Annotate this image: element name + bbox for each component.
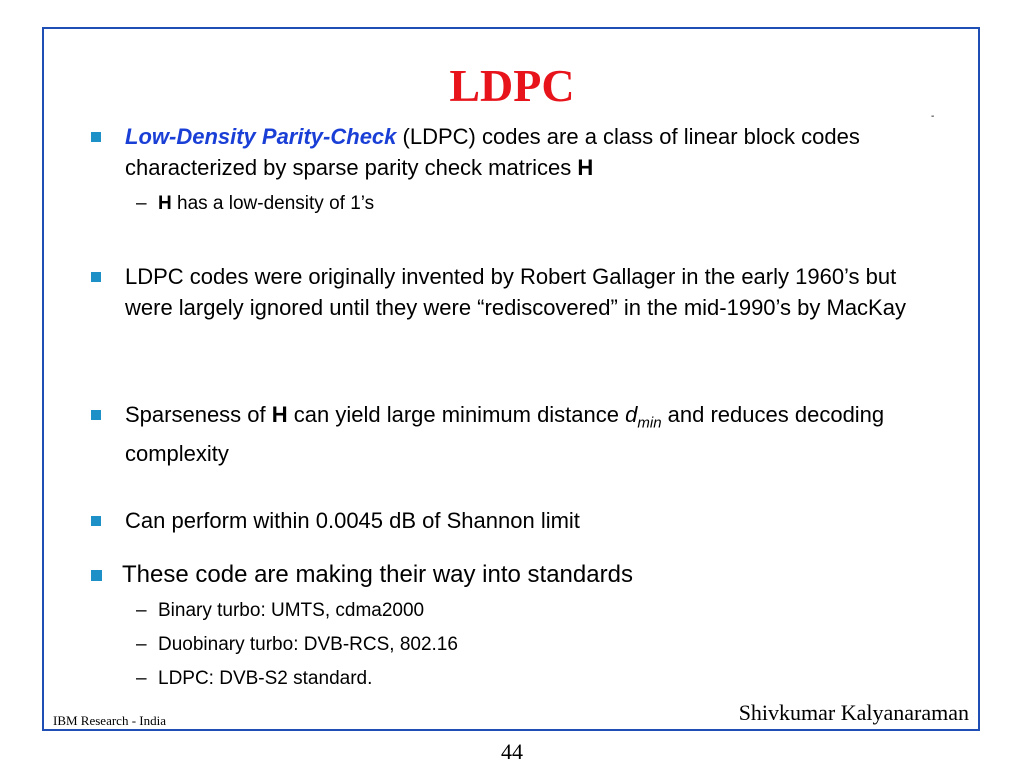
- footer-author: Shivkumar Kalyanaraman: [738, 700, 969, 725]
- matrix-symbol: H: [577, 155, 594, 180]
- bullet-text: LDPC codes were originally invented by Robert Gallager in the early 1960’s but were largely ignored until they were “rediscovered” in the mid-1990’s by MacKay: [125, 264, 906, 320]
- bullet-text: (LDPC) codes are a class of linear block codes characterized by sparse parity check matrices: [125, 124, 860, 180]
- bullet-sparseness: [125, 399, 935, 469]
- variable-subscript: min: [637, 414, 662, 432]
- variable-d: d: [625, 402, 638, 427]
- emphasis-term: Low-Density Parity-Check: [125, 124, 397, 149]
- bullet-ldpc-definition: [125, 121, 935, 183]
- bullet-text: These code are making their way into standards: [122, 561, 633, 588]
- bullet-history: [125, 261, 935, 323]
- bullet-text: Sparseness of: [125, 402, 272, 427]
- footer-organization: IBM Research - India: [53, 713, 166, 728]
- corner-mark: -: [931, 111, 935, 122]
- dash-marker: –: [136, 600, 147, 621]
- bullet-marker-icon: [91, 516, 101, 526]
- dash-marker: –: [136, 668, 147, 689]
- slide-title: LDPC: [449, 60, 575, 111]
- bullet-marker-icon: [91, 410, 101, 420]
- sub-bullet-text: Duobinary turbo: DVB-RCS, 802.16: [158, 634, 458, 655]
- sub-bullet-text: LDPC: DVB-S2 standard.: [158, 668, 373, 689]
- sub-bullet-low-density: [136, 190, 374, 218]
- dash-marker: –: [136, 193, 147, 214]
- sub-bullet-text: has a low-density of 1’s: [171, 193, 375, 214]
- bullet-marker-icon: [91, 132, 101, 142]
- bullet-text: can yield large minimum distance: [287, 402, 626, 427]
- sub-bullet-duobinary-turbo: [136, 631, 458, 659]
- matrix-symbol: H: [271, 402, 288, 427]
- sub-bullet-ldpc-standard: [136, 665, 372, 693]
- matrix-symbol: H: [158, 193, 172, 214]
- sub-bullet-binary-turbo: [136, 597, 424, 625]
- page-number: 44: [501, 739, 523, 764]
- dash-marker: –: [136, 634, 147, 655]
- bullet-standards: [122, 559, 932, 590]
- bullet-marker-icon: [91, 272, 101, 282]
- sub-bullet-text: Binary turbo: UMTS, cdma2000: [158, 600, 425, 621]
- bullet-marker-icon: [91, 570, 102, 581]
- bullet-text: Can perform within 0.0045 dB of Shannon limit: [125, 508, 580, 533]
- bullet-performance: [125, 505, 935, 536]
- bullet-text: and reduces decoding complexity: [125, 402, 885, 467]
